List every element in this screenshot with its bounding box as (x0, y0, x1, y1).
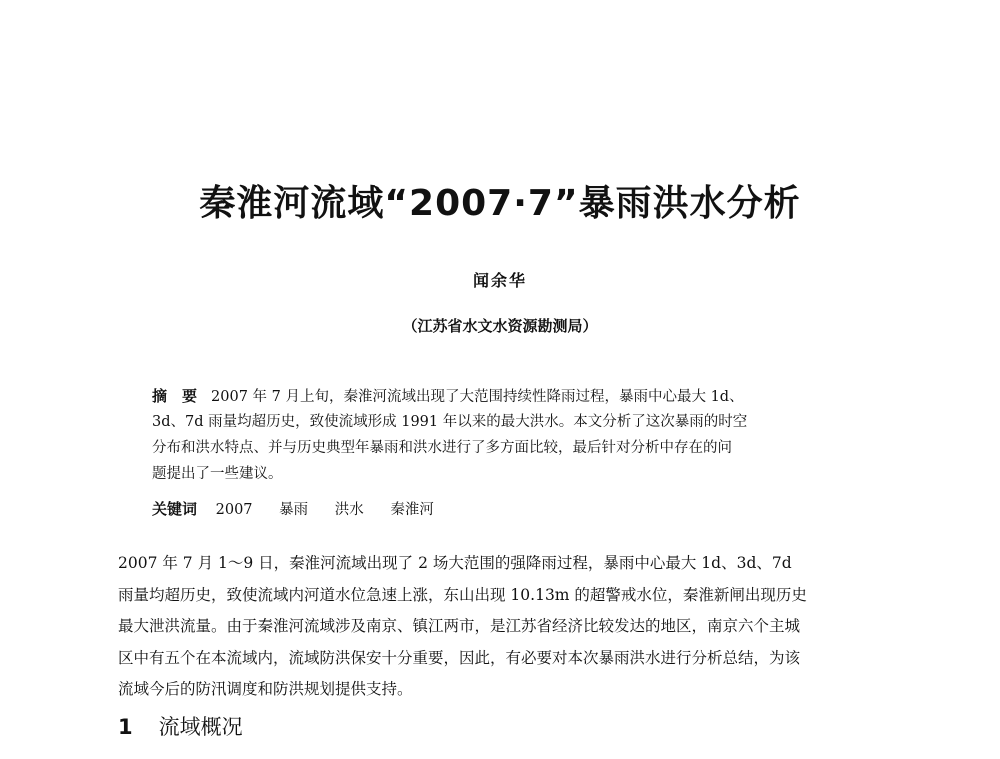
body-line: 区中有五个在本流域内，流域防洪保安十分重要，因此，有必要对本次暴雨洪水进行分析总结，为该 (118, 648, 801, 667)
body-line: 2007 年 7 月 1～9 日，秦淮河流域出现了 2 场大范围的强降雨过程，暴雨中心最大 1d、3d、7d (118, 554, 792, 572)
body-paragraph (118, 548, 918, 706)
body-line: 最大泄洪流量。由于秦淮河流域涉及南京、镇江两市，是江苏省经济比较发达的地区，南京六个主城 (118, 617, 801, 635)
keyword: 洪水 (334, 502, 364, 518)
keyword: 秦淮河 (390, 502, 434, 518)
section-title: 流域概况 (158, 715, 243, 739)
abstract-label: 摘 要 (152, 387, 198, 405)
abstract-line (152, 383, 864, 409)
keyword: 暴雨 (279, 502, 309, 518)
abstract-line: 3d、7d 雨量均超历史，致使流域形成 1991 年以来的最大洪水。本文分析了这次暴雨的时空 (152, 414, 748, 430)
body-line: 流域今后的防汛调度和防洪规划提供支持。 (118, 680, 413, 698)
author-affiliation: （江苏省水文水资源勘测局） (402, 317, 598, 335)
section-number: 1 (118, 715, 133, 739)
keyword: 2007 (215, 502, 253, 518)
section-heading (118, 712, 243, 742)
keywords (152, 496, 864, 523)
abstract-line: 题提出了一些建议。 (152, 466, 283, 482)
abstract-line: 分布和洪水特点、并与历史典型年暴雨和洪水进行了多方面比较，最后针对分析中存在的问 (152, 440, 732, 456)
keywords-label: 关键词 (152, 500, 198, 518)
abstract (152, 383, 864, 487)
abstract-text: 2007 年 7 月上旬，秦淮河流域出现了大范围持续性降雨过程，暴雨中心最大 1d、 (211, 389, 744, 405)
author-name: 闻余华 (472, 271, 527, 290)
paper-title: 秦淮河流域“2007·7”暴雨洪水分析 (199, 183, 801, 224)
body-line: 雨量均超历史，致使流域内河道水位急速上涨，东山出现 10.13m 的超警戒水位，秦淮新闸出现历史 (118, 585, 807, 604)
